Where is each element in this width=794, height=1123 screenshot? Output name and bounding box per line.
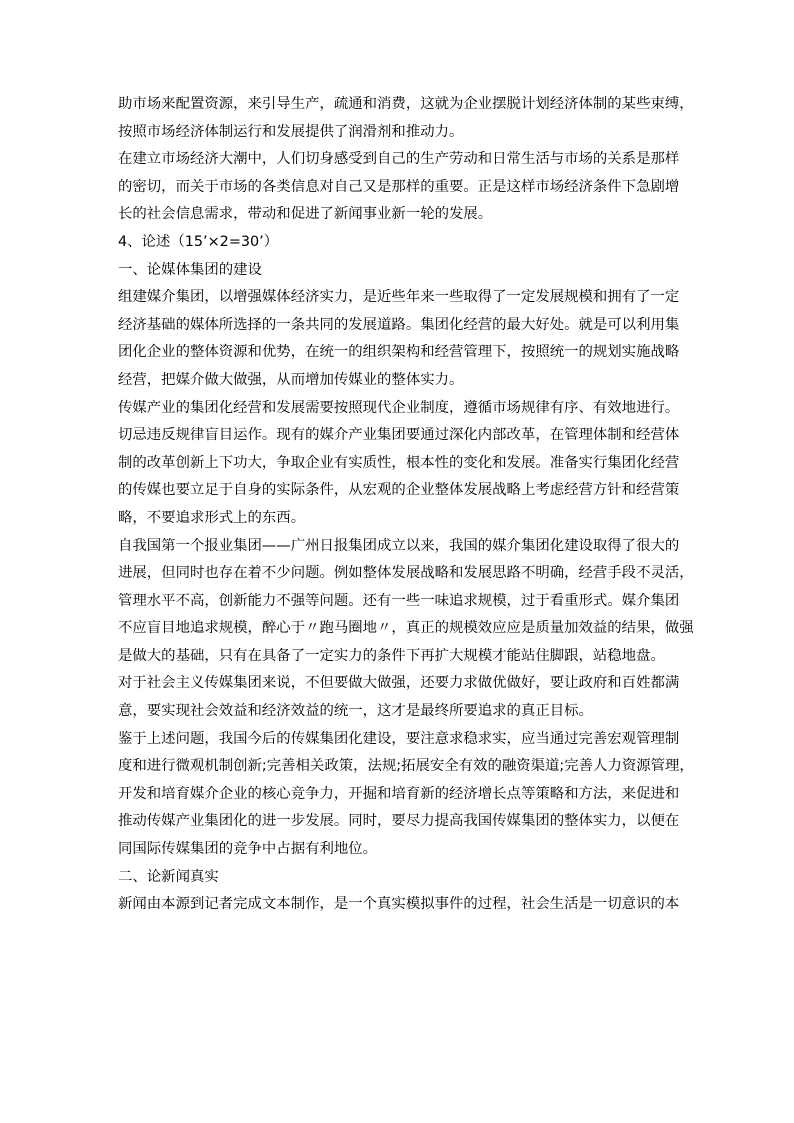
paragraph-line: 自我国第一个报业集团——广州日报集团成立以来，我国的媒介集团化建设取得了很大的 <box>118 537 680 554</box>
paragraph-line: 开发和培育媒介企业的核心竞争力，开掘和培育新的经济增长点等策略和方法，来促进和 <box>118 785 680 802</box>
paragraph-line: 的传媒也要立足于自身的实际条件，从宏观的企业整体发展战略上考虑经营方针和经营策 <box>118 482 680 499</box>
paragraph-line: 长的社会信息需求，带动和促进了新闻事业新一轮的发展。 <box>118 206 493 223</box>
section-heading: 4、论述（15’×2=30’） <box>118 233 279 250</box>
paragraph-line: 进展，但同时也存在着不少问题。例如整体发展战略和发展思路不明确，经营手段不灵活， <box>118 565 694 582</box>
paragraph-line: 按照市场经济体制运行和发展提供了润滑剂和推动力。 <box>118 123 464 140</box>
paragraph-line: 在建立市场经济大潮中，人们切身感受到自己的生产劳动和日常生活与市场的关系是那样 <box>118 151 680 168</box>
paragraph-line: 的密切，而关于市场的各类信息对自己又是那样的重要。正是这样市场经济条件下急剧增 <box>118 178 680 195</box>
paragraph-line: 是做大的基础，只有在具备了一定实力的条件下再扩大规模才能站住脚跟，站稳地盘。 <box>118 647 665 664</box>
paragraph-line: 同国际传媒集团的竞争中占据有利地位。 <box>118 841 378 858</box>
paragraph-line: 新闻由本源到记者完成文本制作，是一个真实模拟事件的过程，社会生活是一切意识的本 <box>118 896 680 913</box>
subsection-heading: 二、论新闻真实 <box>118 868 219 885</box>
paragraph-line: 切忌违反规律盲目运作。现有的媒介产业集团要通过深化内部改革，在管理体制和经营体 <box>118 427 680 444</box>
paragraph-line: 鉴于上述问题，我国今后的传媒集团化建设，要注意求稳求实，应当通过完善宏观管理制 <box>118 730 680 747</box>
paragraph-line: 度和进行微观机制创新;完善相关政策，法规;拓展安全有效的融资渠道;完善人力资源管理， <box>118 758 694 775</box>
paragraph-line: 助市场来配置资源，来引导生产，疏通和消费，这就为企业摆脱计划经济体制的某些束缚， <box>118 96 694 112</box>
paragraph-line: 管理水平不高，创新能力不强等问题。还有一些一味追求规模，过于看重形式。媒介集团 <box>118 592 680 609</box>
paragraph-line: 对于社会主义传媒集团来说，不但要做大做强，还要力求做优做好，要让政府和百姓都满 <box>118 675 680 692</box>
paragraph-line: 经济基础的媒体所选择的一条共同的发展道路。集团化经营的最大好处。就是可以利用集 <box>118 316 680 333</box>
subsection-heading: 一、论媒体集团的建设 <box>118 261 262 278</box>
paragraph-line: 略，不要追求形式上的东西。 <box>118 509 306 526</box>
paragraph-line: 传媒产业的集团化经营和发展需要按照现代企业制度，遵循市场规律有序、有效地进行。 <box>118 399 680 416</box>
document-page <box>118 91 694 919</box>
paragraph-line: 推动传媒产业集团化的进一步发展。同时，要尽力提高我国传媒集团的整体实力，以便在 <box>118 813 680 830</box>
paragraph-line: 不应盲目地追求规模，醉心于〃跑马圈地〃，真正的规模效应应是质量加效益的结果，做强 <box>118 620 694 637</box>
paragraph-line: 意，要实现社会效益和经济效益的统一，这才是最终所要追求的真正目标。 <box>118 703 593 720</box>
paragraph-line: 团化企业的整体资源和优势，在统一的组织架构和经营管理下，按照统一的规划实施战略 <box>118 344 680 361</box>
paragraph-line: 组建媒介集团，以增强媒体经济实力，是近些年来一些取得了一定发展规模和拥有了一定 <box>118 289 680 306</box>
paragraph-line: 制的改革创新上下功大，争取企业有实质性，根本性的变化和发展。准备实行集团化经营 <box>118 454 680 471</box>
paragraph-line: 经营，把媒介做大做强，从而增加传媒业的整体实力。 <box>118 371 464 388</box>
